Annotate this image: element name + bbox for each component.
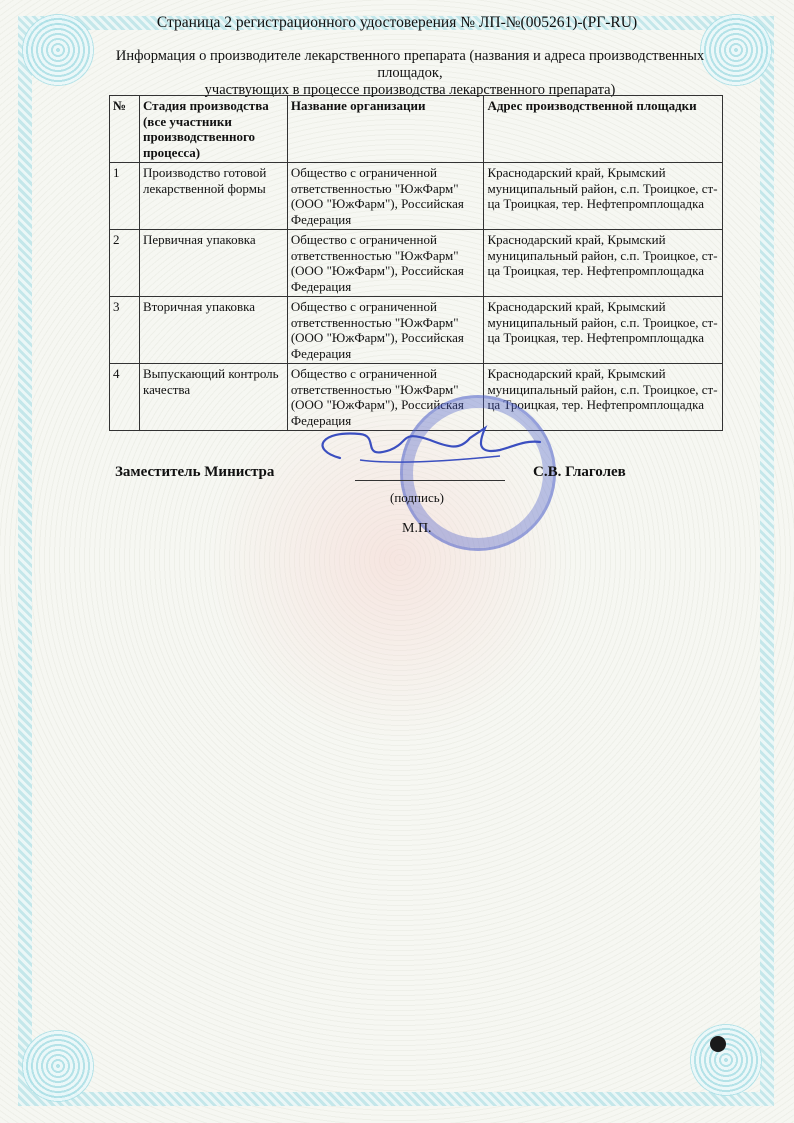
subtitle-line-2: участвующих в процессе производства лекарственного препарата) <box>204 82 616 98</box>
signatory-role: Заместитель Министра <box>115 464 275 480</box>
row-org: Общество с ограниченной ответственностью "ЮжФарм" (ООО "ЮжФарм"), Российская Федерация <box>287 163 484 230</box>
header-address: Адрес производственной площадки <box>484 96 723 163</box>
row-num: 2 <box>110 230 140 297</box>
row-org: Общество с ограниченной ответственностью "ЮжФарм" (ООО "ЮжФарм"), Российская Федерация <box>287 297 484 364</box>
table-row <box>110 163 723 230</box>
binding-hole <box>710 1036 726 1052</box>
header-stage: Стадия производства (все участники производственного процесса) <box>139 96 287 163</box>
row-num: 3 <box>110 297 140 364</box>
row-stage: Производство готовой лекарственной формы <box>139 163 287 230</box>
corner-ornament-bottom-right <box>690 1024 762 1096</box>
header-num: № <box>110 96 140 163</box>
table-row <box>110 230 723 297</box>
stamp-place-label: М.П. <box>402 521 432 536</box>
row-stage: Первичная упаковка <box>139 230 287 297</box>
row-address: Краснодарский край, Крымский муниципальный район, с.п. Троицкое, ст-ца Троицкая, тер. Нефтепромплощадка <box>484 297 723 364</box>
signatory-name: С.В. Глаголев <box>533 464 626 480</box>
row-stage: Выпускающий контроль качества <box>139 364 287 431</box>
subtitle-line-1: Информация о производителе лекарственного препарата (названия и адреса производственных площадок, <box>115 48 705 81</box>
row-address: Краснодарский край, Крымский муниципальный район, с.п. Троицкое, ст-ца Троицкая, тер. Нефтепромплощадка <box>484 364 723 431</box>
row-num: 4 <box>110 364 140 431</box>
row-org: Общество с ограниченной ответственностью "ЮжФарм" (ООО "ЮжФарм"), Российская Федерация <box>287 364 484 431</box>
row-org: Общество с ограниченной ответственностью "ЮжФарм" (ООО "ЮжФарм"), Российская Федерация <box>287 230 484 297</box>
row-address: Краснодарский край, Крымский муниципальный район, с.п. Троицкое, ст-ца Троицкая, тер. Нефтепромплощадка <box>484 230 723 297</box>
page-subtitle <box>100 48 720 99</box>
signature-caption: (подпись) <box>390 490 444 505</box>
row-num: 1 <box>110 163 140 230</box>
table-row <box>110 297 723 364</box>
manufacturer-table <box>109 95 723 431</box>
signature-block <box>115 464 635 484</box>
table-header-row <box>110 96 723 163</box>
header-org: Название организации <box>287 96 484 163</box>
signature-line <box>355 480 505 481</box>
corner-ornament-bottom-left <box>22 1030 94 1102</box>
page-title: Страница 2 регистрационного удостоверения № ЛП-№(005261)-(РГ-RU) <box>156 14 638 31</box>
row-stage: Вторичная упаковка <box>139 297 287 364</box>
row-address: Краснодарский край, Крымский муниципальный район, с.п. Троицкое, ст-ца Троицкая, тер. Нефтепромплощадка <box>484 163 723 230</box>
